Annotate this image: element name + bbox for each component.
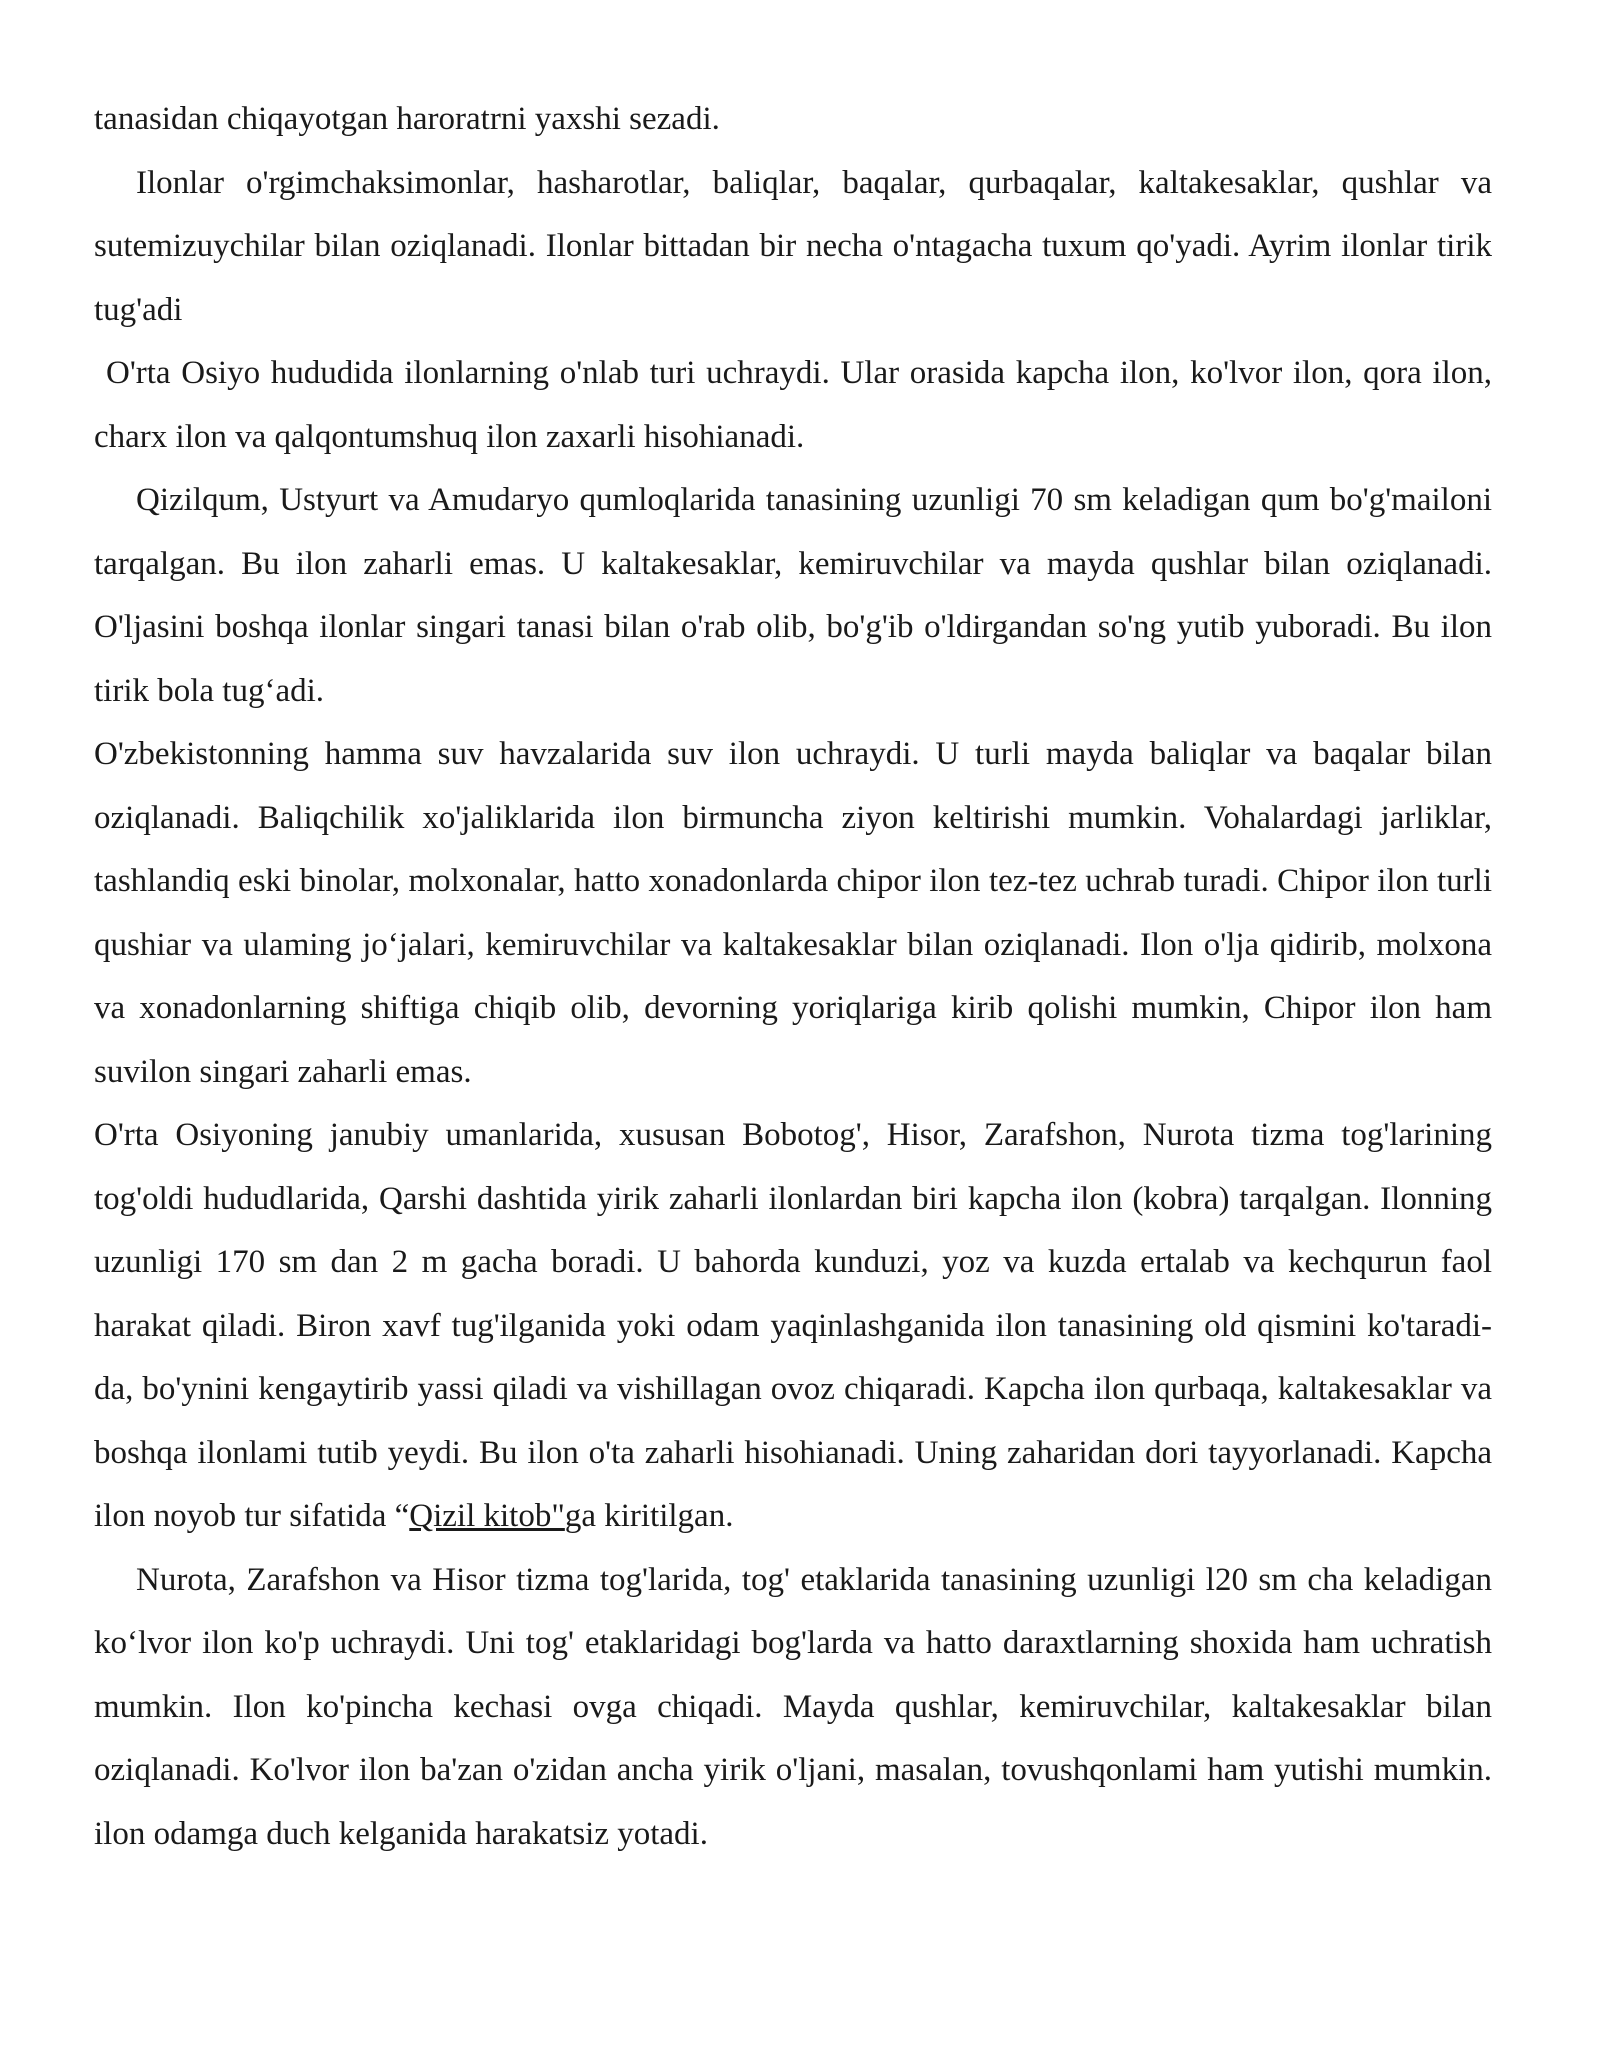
paragraph-4: Qizilqum, Ustyurt va Amudaryo qumloqlarida tanasining uzunligi 70 sm keladigan qum bo'g'mailoni tarqalgan. Bu ilon zaharli emas. U kaltakesaklar, kemiruvchilar va mayda qushlar bilan oziqlanadi. O'ljasini boshqa ilonlar singari tanasi bilan o'rab olib, bo'g'ib o'ldirgandan so'ng yutib yuboradi. Bu ilon tirik bola tug‘adi. <box>94 482 1492 709</box>
paragraph-6-text: O'rta Osiyoning janubiy umanlarida, xususan Bobotog', Hisor, Zarafshon, Nurota tizma tog'larining tog'oldi hududlarida, Qarshi dashtida yirik zaharli ilonlardan biri kapcha ilon (kobra) tarqalgan. Ilonning uzunligi 170 sm dan 2 m gacha boradi. U bahorda kunduzi, yoz va kuzda ertalab va kechqurun faol harakat qiladi. Biron xavf tug'ilganida yoki odam yaqinlashganida ilon tanasining old qismini ko'taradi-da, bo'ynini kengaytirib yassi qiladi va vishillagan ovoz chiqaradi. Kapcha ilon qurbaqa, kaltakesaklar va boshqa ilonlami tutib yeydi. Bu ilon o'ta zaharli hisohianadi. Uning zaharidan dori tayyorlanadi. Kapcha ilon noyob tur sifatida “ <box>94 1117 1492 1534</box>
paragraph-7: Nurota, Zarafshon va Hisor tizma tog'larida, tog' etaklarida tanasining uzunligi l20 sm cha keladigan ko‘lvor ilon ko'p uchraydi. Uni tog' etaklaridagi bog'larda va hatto daraxtlarning shoxida ham uchratish mumkin. Ilon ko'pincha kechasi ovga chiqadi. Mayda qushlar, kemiruvchilar, kaltakesaklar bilan oziqlanadi. Ko'lvor ilon ba'zan o'zidan ancha yirik o'ljani, masalan, tovushqonlami ham yutishi mumkin. ilon odamga duch kelganida harakatsiz yotadi. <box>94 1561 1492 1852</box>
paragraph-6 <box>94 1104 1492 1549</box>
paragraph-2: Ilonlar o'rgimchaksimonlar, hasharotlar, baliqlar, baqalar, qurbaqalar, kaltakesaklar, qushlar va sutemizuychilar bilan oziqlanadi. Ilonlar bittadan bir necha o'ntagacha tuxum qo'yadi. Ayrim ilonlar tirik tug'adi <box>94 164 1492 328</box>
paragraph-3: O'rta Osiyo hududida ilonlarning o'nlab turi uchraydi. Ular orasida kapcha ilon, ko'lvor ilon, qora ilon, charx ilon va qalqontumshuq ilon zaxarli hisohianadi. <box>94 355 1492 455</box>
document-page <box>94 88 1492 1866</box>
paragraph-1: tanasidan chiqayotgan haroratrni yaxshi sezadi. <box>94 101 720 137</box>
paragraph-6-text-end: ga kiritilgan. <box>564 1498 734 1534</box>
paragraph-5: O'zbekistonning hamma suv havzalarida suv ilon uchraydi. U turli mayda baliqlar va baqalar bilan oziqlanadi. Baliqchilik xo'jaliklarida ilon birmuncha ziyon keltirishi mumkin. Vohalardagi jarliklar, tashlandiq eski binolar, molxonalar, hatto xonadonlarda chipor ilon tez-tez uchrab turadi. Chipor ilon turli qushiar va ulaming jo‘jalari, kemiruvchilar va kaltakesaklar bilan oziqlanadi. Ilon o'lja qidirib, molxona va xonadonlarning shiftiga chiqib olib, devorning yoriqlariga kirib qolishi mumkin, Chipor ilon ham suvilon singari zaharli emas. <box>94 736 1492 1090</box>
qizil-kitob-link[interactable]: Qizil kitob" <box>409 1498 565 1534</box>
